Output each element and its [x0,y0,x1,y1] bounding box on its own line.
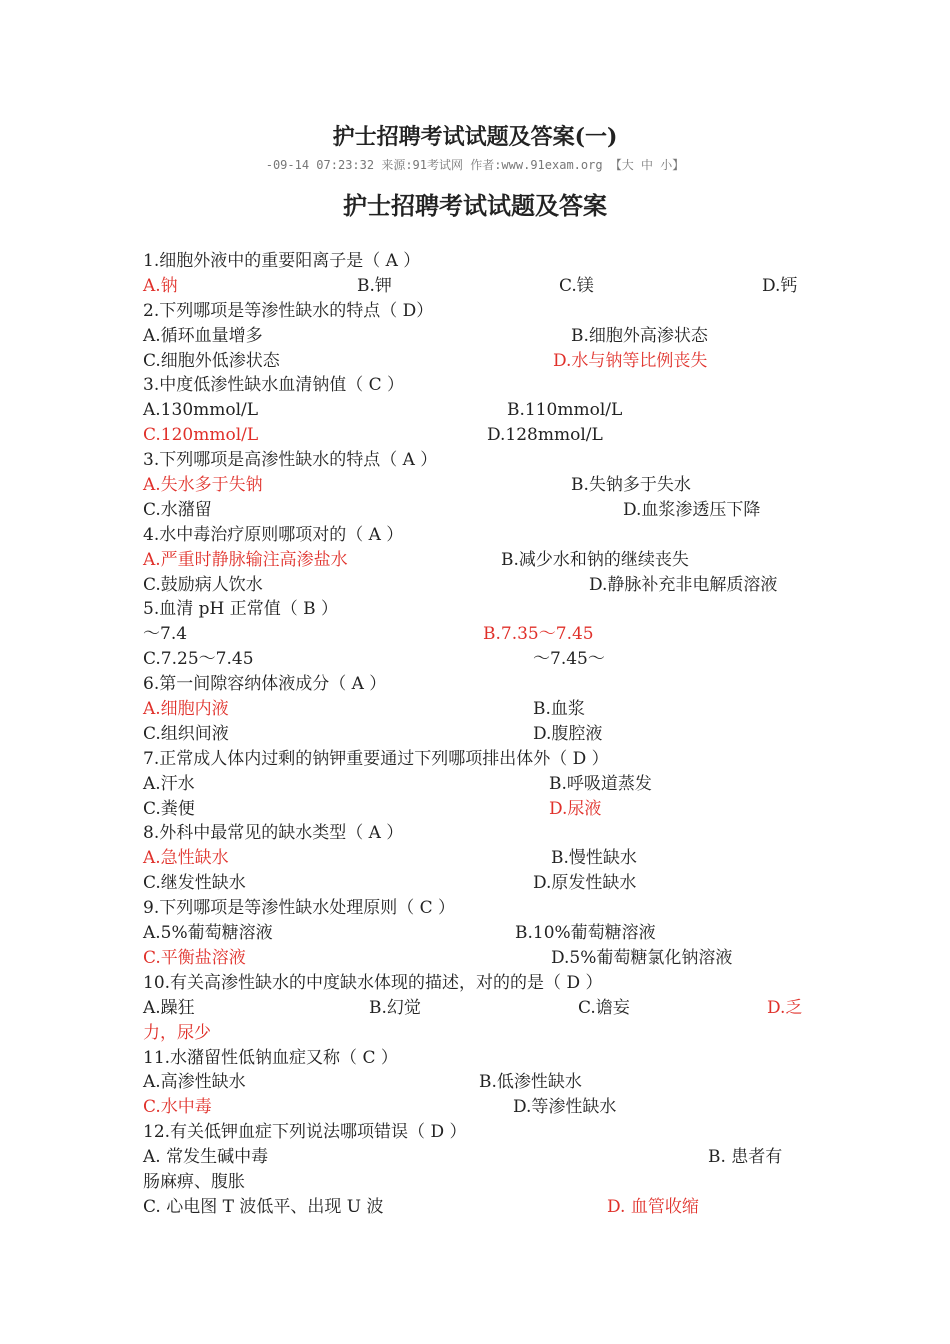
text-segment: C.水潴留 [143,499,212,520]
text-segment: A.躁狂 [143,997,195,1018]
text-line [0,1095,950,1120]
answer-option-correct: D.尿液 [549,798,602,819]
text-line [0,1021,950,1046]
text-segment: B.血浆 [533,699,585,720]
text-line [0,498,950,523]
text-line [0,1170,950,1195]
text-line [0,249,950,274]
text-segment: 9.下列哪项是等渗性缺水处理原则（ C ） [143,898,456,919]
answer-option-correct: C.水中毒 [143,1097,212,1118]
answer-option-correct: A.钠 [143,275,178,296]
text-segment: D.128mmol/L [487,425,603,446]
text-segment: C.组织间液 [143,723,229,744]
text-line [0,573,950,598]
text-line [0,896,950,921]
text-line [0,996,950,1021]
document-subtitle: 护士招聘考试试题及答案 [343,192,607,220]
text-segment: D.静脉补充非电解质溶液 [589,574,778,595]
answer-option-correct: D.乏 [767,997,803,1018]
text-segment: 肠麻痹、腹胀 [143,1171,245,1192]
text-line [0,647,950,672]
text-segment: D.等渗性缺水 [513,1097,617,1118]
text-segment: B.失钠多于失水 [571,475,691,496]
text-segment: C. 心电图 T 波低平、出现 U 波 [143,1196,384,1217]
text-segment: C.鼓励病人饮水 [143,574,263,595]
text-segment: A.高渗性缺水 [143,1072,246,1093]
text-segment: 11.水潴留性低钠血症又称（ C ） [143,1047,398,1068]
answer-option-correct: D.水与钠等比例丧失 [553,350,708,371]
text-segment: B.10%葡萄糖溶液 [515,923,656,944]
text-segment: A.5%葡萄糖溶液 [143,923,273,944]
text-segment: B.钾 [357,275,392,296]
text-segment: 3.下列哪项是高渗性缺水的特点（ A ） [143,450,438,471]
text-line [0,672,950,697]
text-segment: 8.外科中最常见的缺水类型（ A ） [143,823,404,844]
text-segment: 2.下列哪项是等渗性缺水的特点（ D） [143,300,434,321]
text-segment: B.减少水和钠的继续丧失 [501,549,689,570]
text-segment: A.130mmol/L [143,400,259,421]
answer-option-correct: C.平衡盐溶液 [143,947,246,968]
text-line [0,274,950,299]
text-line [0,722,950,747]
text-segment: B. 患者有 [708,1147,783,1168]
text-line [0,772,950,797]
answer-option-correct: A.严重时静脉输注高渗盐水 [143,549,348,570]
document-title: 护士招聘考试试题及答案(一) [332,124,618,150]
answer-option-correct: D. 血管收缩 [607,1196,699,1217]
answer-option-correct: B.7.35～7.45 [483,624,594,645]
text-line [0,423,950,448]
answer-option-correct: A.细胞内液 [143,699,229,720]
text-segment: C.细胞外低渗状态 [143,350,280,371]
text-segment: D.腹腔液 [533,723,603,744]
text-line [0,548,950,573]
text-segment: B.110mmol/L [507,400,623,421]
text-line [0,299,950,324]
answer-option-correct: C.120mmol/L [143,425,259,446]
text-segment: B.低渗性缺水 [479,1072,582,1093]
text-segment: C.7.25～7.45 [143,649,254,670]
answer-option-correct: A.失水多于失钠 [143,475,263,496]
question-list [0,249,950,1220]
text-line [0,597,950,622]
text-segment: B.慢性缺水 [551,848,637,869]
text-segment: 5.血清 pH 正常值（ B ） [143,599,339,620]
text-line [0,871,950,896]
text-segment: A.汗水 [143,773,195,794]
meta-line: -09-14 07:23:32 来源:91考试网 作者:www.91exam.org 【大 中 小】 [265,158,685,172]
text-segment: ～7.4 [143,624,188,645]
text-line [0,797,950,822]
text-line [0,373,950,398]
text-segment: 10.有关高渗性缺水的中度缺水体现的描述，对的的是（ D ） [143,972,603,993]
text-line [0,1120,950,1145]
text-segment: C.粪便 [143,798,195,819]
text-line [0,697,950,722]
text-line [0,349,950,374]
text-segment: C.谵妄 [578,997,630,1018]
text-segment: 3.中度低渗性缺水血清钠值（ C ） [143,375,405,396]
text-line [0,921,950,946]
text-line [0,946,950,971]
text-line [0,1070,950,1095]
text-line [0,1145,950,1170]
text-segment: B.幻觉 [369,997,421,1018]
text-segment: 6.第一间隙容纳体液成分（ A ） [143,674,387,695]
text-line [0,473,950,498]
text-segment: C.继发性缺水 [143,873,246,894]
text-line [0,324,950,349]
text-line [0,523,950,548]
text-line [0,846,950,871]
text-segment: 12.有关低钾血症下列说法哪项错误（ D ） [143,1122,467,1143]
text-line [0,1195,950,1220]
text-line [0,448,950,473]
text-line [0,747,950,772]
text-segment: ～7.45～ [533,649,605,670]
text-segment: 1.细胞外液中的重要阳离子是（ A ） [143,251,421,271]
text-segment: D.钙 [762,275,798,296]
text-line [0,821,950,846]
text-line [0,971,950,996]
text-line [0,622,950,647]
text-line [0,1046,950,1071]
text-segment: A. 常发生碱中毒 [143,1147,269,1168]
text-segment: 7.正常成人体内过剩的钠钾重要通过下列哪项排出体外（ D ） [143,748,609,769]
answer-option-correct: A.急性缺水 [143,848,229,869]
text-segment: D.血浆渗透压下降 [623,499,761,520]
text-segment: C.镁 [559,275,594,296]
text-segment: D.5%葡萄糖氯化钠溶液 [551,947,733,968]
text-segment: D.原发性缺水 [533,873,637,894]
text-segment: B.细胞外高渗状态 [571,325,708,346]
text-segment: 4.水中毒治疗原则哪项对的（ A ） [143,524,404,545]
answer-option-correct: 力，尿少 [143,1022,211,1043]
text-segment: A.循环血量增多 [143,325,263,346]
text-segment: B.呼吸道蒸发 [549,773,652,794]
text-line [0,398,950,423]
